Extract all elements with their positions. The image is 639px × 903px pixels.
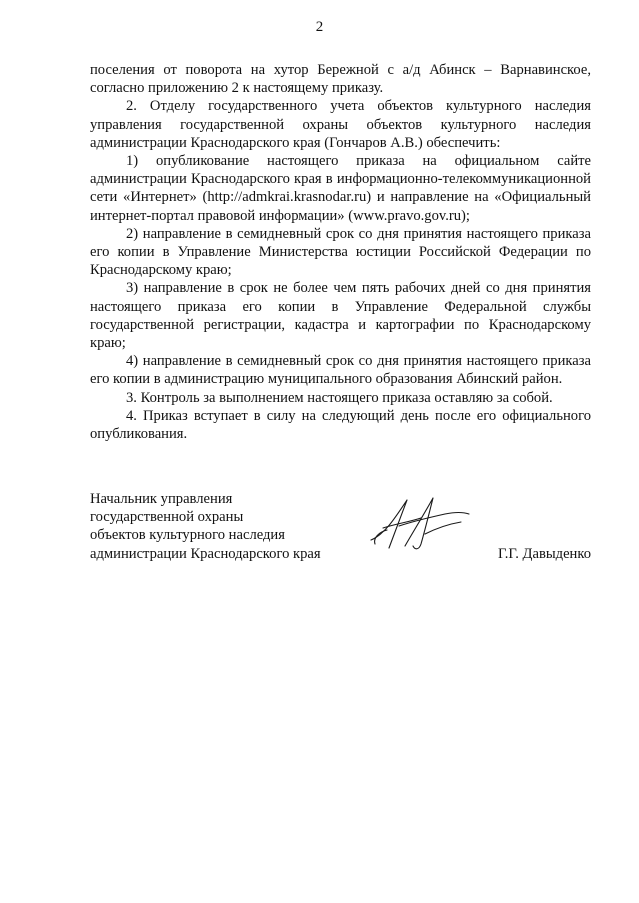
signer-title-line-4: администрации Краснодарского края xyxy=(90,545,321,562)
paragraph-8: 4. Приказ вступает в силу на следующий день после его официального опубликования. xyxy=(90,407,591,443)
paragraph-3: 1) опубликование настоящего приказа на официальном сайте администрации Краснодарского края в информационно-телекоммуникационной сети «Интернет» (http://admkrai.krasnodar.ru) и направление на «Официальный интернет-портал правовой информации» (www.pravo.gov.ru); xyxy=(90,153,591,224)
page-number: 2 xyxy=(315,19,324,35)
signer-name: Г.Г. Давыденко xyxy=(497,545,591,562)
paragraph-6: 4) направление в семидневный срок со дня принятия настоящего приказа его копии в администрацию муниципального образования Абинский район. xyxy=(90,353,591,388)
paragraph-1: поселения от поворота на хутор Бережной с а/д Абинск – Варнавинское, согласно приложению 2 к настоящему приказу. xyxy=(90,62,591,97)
handwritten-signature xyxy=(365,488,475,556)
signer-title-line-3: объектов культурного наследия xyxy=(90,527,285,544)
signer-title-line-1: Начальник управления xyxy=(90,491,233,507)
paragraph-4: 2) направление в семидневный срок со дня принятия настоящего приказа его копии в Управление Министерства юстиции Российской Федерации по Краснодарскому краю; xyxy=(90,225,591,279)
paragraph-2: 2. Отделу государственного учета объектов культурного наследия управления государственной охраны объектов культурного наследия администрации Краснодарского края (Гончаров А.В.) обеспечить: xyxy=(90,98,591,151)
paragraph-7: 3. Контроль за выполнением настоящего приказа оставляю за собой. xyxy=(126,389,553,406)
signer-title-line-2: государственной охраны xyxy=(90,509,244,526)
document-body xyxy=(90,61,591,443)
paragraph-5: 3) направление в срок не более чем пять рабочих дней со дня принятия настоящего приказа его копии в Управление Федеральной службы государственной регистрации, кадастра и картографии по Краснодарскому краю; xyxy=(90,280,591,352)
signature-block xyxy=(90,490,591,570)
signer-title xyxy=(90,490,350,563)
